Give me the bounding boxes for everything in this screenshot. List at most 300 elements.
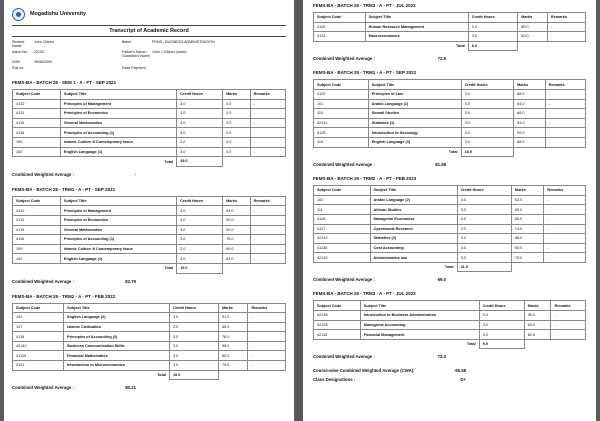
table-cell: Cost Accounting — [370, 243, 457, 253]
column-header: Subject Code — [314, 186, 371, 196]
table-cell: 76.0 — [223, 235, 251, 245]
avg-value: 69.0 — [437, 277, 446, 283]
table-header-row — [314, 13, 586, 23]
total-row — [314, 147, 586, 157]
avg-value: 80.21 — [125, 385, 136, 391]
avg-value: 82.79 — [125, 278, 136, 284]
table-cell: 4125 — [314, 128, 369, 138]
table-cell: - — [551, 311, 586, 321]
table-row — [314, 32, 586, 42]
table-cell: 4115 — [13, 225, 61, 235]
column-header: Subject Title — [360, 301, 479, 311]
table-cell: 3.0 — [177, 109, 223, 119]
table-cell: Human Resource Management — [365, 22, 468, 32]
left-sections — [12, 80, 286, 390]
total-value: 9.0 — [479, 339, 524, 349]
table-cell: 63.0 — [511, 195, 544, 205]
table-cell: 60.0 — [524, 330, 551, 340]
table-cell: 115 — [314, 137, 369, 147]
table-cell: 3.0 — [457, 234, 511, 244]
combined-weighted-average — [313, 56, 586, 61]
table-cell: 42135 — [314, 311, 361, 321]
table-cell: Managerial Accounting — [360, 320, 479, 330]
table-cell: 3.0 — [177, 206, 223, 216]
table-row — [314, 224, 586, 234]
cwa-value: 65.58 — [455, 368, 466, 374]
total-value: 19.0 — [177, 157, 223, 167]
table-cell: - — [545, 118, 585, 128]
column-header: Marks — [518, 13, 548, 23]
table-cell: - — [248, 332, 286, 342]
total-value: 19.0 — [169, 370, 218, 380]
table-cell: - — [545, 89, 585, 99]
table-cell: 3.0 — [468, 32, 518, 42]
avg-value: 73.0 — [437, 354, 446, 360]
grades-table — [12, 196, 286, 274]
table-cell: - — [544, 253, 586, 263]
table-cell: 92.0 — [223, 225, 251, 235]
table-cell: 4127 — [314, 224, 371, 234]
table-cell: Principles of Economics — [60, 215, 176, 225]
table-cell: - — [250, 215, 285, 225]
father-label: Father's Name / Guardian's Name — [122, 50, 150, 58]
table-cell: Principles of Economics — [60, 109, 176, 119]
grades-table — [313, 79, 586, 157]
table-row — [314, 128, 586, 138]
table-row — [13, 351, 286, 361]
table-cell: 3.0 — [479, 320, 524, 330]
section-title: FEMS-BA - BATCH 25 - TRM2 - A - PT - FEB 2023 — [313, 176, 417, 182]
column-header: Remarks — [248, 303, 286, 313]
table-cell: - — [545, 109, 585, 119]
table-header-row — [314, 80, 586, 90]
column-header: Credit Hours — [169, 303, 218, 313]
semester-section — [12, 187, 286, 284]
table-cell: - — [250, 235, 285, 245]
table-cell: 80.0 — [511, 214, 544, 224]
university-header — [12, 6, 286, 22]
table-cell: 42128 — [314, 320, 361, 330]
table-cell: 105 — [13, 244, 61, 254]
university-logo-icon — [12, 8, 25, 21]
table-cell: 96.0 — [524, 311, 551, 321]
table-cell: Principles of Law — [368, 89, 461, 99]
table-cell: 90.0 — [223, 215, 251, 225]
table-cell: 75.0 — [511, 253, 544, 263]
table-cell: 92.0 — [514, 128, 546, 138]
table-row — [13, 322, 286, 332]
table-cell: African Studies — [370, 205, 457, 215]
column-header: Marks — [524, 301, 551, 311]
column-header: Remarks — [544, 186, 586, 196]
total-value: 21.0 — [457, 262, 511, 272]
table-row — [314, 330, 586, 340]
table-row — [13, 99, 286, 109]
table-cell: Introduction to Microeconomics — [64, 361, 170, 371]
table-cell: - — [547, 32, 585, 42]
table-cell: 4131 — [13, 215, 61, 225]
grades-table — [313, 12, 586, 51]
avg-label: Combined Weighted Average : — [313, 277, 375, 283]
table-cell: - — [545, 137, 585, 147]
table-cell: 4118 — [13, 332, 64, 342]
table-cell: 3.0 — [457, 243, 511, 253]
table-cell: - — [248, 313, 286, 323]
table-cell: 3.0 — [457, 195, 511, 205]
column-header: Subject Title — [365, 13, 468, 23]
column-header: Subject Title — [60, 196, 176, 206]
combined-weighted-average — [313, 277, 586, 282]
table-cell: 42132 — [314, 253, 371, 263]
total-label: Total — [157, 373, 166, 378]
table-cell: 85.0 — [518, 22, 548, 32]
right-sections — [313, 3, 586, 359]
table-row — [13, 235, 286, 245]
table-cell: 3.0 — [169, 313, 218, 323]
table-row — [314, 89, 586, 99]
column-header: Subject Title — [64, 303, 170, 313]
semester-section — [313, 291, 586, 359]
table-cell: 3.0 — [169, 332, 218, 342]
table-row — [314, 243, 586, 253]
table-cell: 4132 — [13, 206, 61, 216]
table-cell: - — [250, 118, 285, 128]
table-cell: - — [544, 214, 586, 224]
table-cell: 3.0 — [177, 215, 223, 225]
table-row — [13, 254, 286, 264]
combined-weighted-average — [313, 162, 586, 167]
section-title: FEMS-BA - BATCH 25 - TRM3 - A - PT - JUL 2022 — [313, 3, 416, 8]
column-header: Remarks — [545, 80, 585, 90]
table-row — [314, 205, 586, 215]
total-value: 6.0 — [468, 41, 518, 51]
table-cell: Principles of Accounting (1) — [60, 128, 176, 138]
table-cell: 88.0 — [511, 234, 544, 244]
table-cell: 4116 — [13, 235, 61, 245]
table-cell: - — [545, 128, 585, 138]
combined-weighted-average — [12, 385, 286, 390]
table-cell: Arabic Language (2) — [370, 195, 457, 205]
table-row — [13, 332, 286, 342]
table-cell: 0.0 — [223, 99, 251, 109]
total-label: Total — [455, 44, 465, 49]
grades-table — [313, 185, 586, 272]
column-header: Remarks — [250, 90, 285, 100]
avg-value: 81.58 — [435, 162, 446, 168]
semester-section — [313, 70, 586, 167]
table-cell: Managerial Economics — [370, 214, 457, 224]
table-row — [13, 244, 286, 254]
table-cell: 60.0 — [218, 351, 247, 361]
avg-value: - — [134, 171, 136, 177]
table-cell: 4128 — [314, 214, 371, 224]
column-header: Credit Hours — [457, 186, 511, 196]
table-cell: 3.0 — [461, 89, 514, 99]
table-header-row — [13, 303, 286, 313]
column-header: Subject Title — [370, 186, 457, 196]
table-cell: - — [250, 99, 285, 109]
combined-weighted-average — [313, 354, 586, 359]
student-info — [12, 40, 286, 70]
batch-value: FEMS - BUSINESS ADMINISTRATION — [152, 40, 215, 44]
table-row — [13, 215, 286, 225]
avg-label: Combined Weighted Average : — [313, 162, 375, 168]
table-cell: 2.0 — [177, 244, 223, 254]
table-cell: - — [551, 320, 586, 330]
table-row — [314, 234, 586, 244]
table-cell: - — [544, 234, 586, 244]
grades-table — [12, 89, 286, 167]
table-cell: Administrative law — [370, 253, 457, 263]
table-cell: 3.0 — [457, 224, 511, 234]
table-cell: 102 — [13, 147, 61, 157]
table-cell: 2.0 — [177, 137, 223, 147]
semester-section — [12, 294, 286, 391]
table-cell: Arabic Language (1) — [368, 99, 461, 109]
table-cell: 3.0 — [461, 118, 514, 128]
table-cell: 83.0 — [223, 254, 251, 264]
table-cell: - — [545, 99, 585, 109]
table-cell: 91.0 — [218, 313, 247, 323]
table-row — [13, 225, 286, 235]
roll-value — [34, 66, 122, 70]
section-title: FEMS-BA - BATCH 25 - TRM3 - A - PT - JUL 2023 — [313, 291, 416, 297]
table-cell: Statistics (1) — [368, 118, 461, 128]
table-row — [13, 137, 286, 147]
admn-value: 22130 — [34, 50, 44, 54]
column-header: Marks — [223, 90, 251, 100]
column-header: Subject Code — [314, 301, 361, 311]
table-cell: - — [551, 330, 586, 340]
total-label: Total — [164, 266, 174, 271]
table-cell: - — [248, 361, 286, 371]
avg-value: 72.5 — [437, 56, 446, 62]
table-cell: Islamic Culture & Contemporary Issue — [60, 244, 176, 254]
extra-payment-value — [152, 66, 286, 70]
column-header: Marks — [218, 303, 247, 313]
table-cell: 3.0 — [468, 22, 518, 32]
table-cell: 110 — [314, 109, 369, 119]
column-header: Subject Code — [13, 196, 61, 206]
table-cell: 3.0 — [177, 254, 223, 264]
table-cell: 0.0 — [223, 147, 251, 157]
total-label: Total — [448, 150, 458, 155]
table-cell: Principles of Management — [60, 206, 176, 216]
table-cell: Financial Management — [360, 330, 479, 340]
table-cell: 98.0 — [218, 341, 247, 351]
table-cell: 42142 — [314, 234, 371, 244]
admn-label: Admn No. — [12, 50, 28, 54]
table-cell: Principles of Accounting (1) — [60, 235, 176, 245]
column-header: Credit Hours — [479, 301, 524, 311]
combined-weighted-average — [12, 279, 286, 284]
avg-label: Combined Weighted Average : — [12, 171, 74, 177]
table-cell: 107 — [13, 322, 64, 332]
table-cell: 3.0 — [461, 128, 514, 138]
table-cell: 88.0 — [514, 109, 546, 119]
column-header: Subject Code — [13, 303, 64, 313]
table-cell: 102 — [13, 254, 61, 264]
table-cell: General Mathematics — [60, 118, 176, 128]
total-label: Total — [164, 159, 174, 164]
table-cell: Statistics (2) — [370, 234, 457, 244]
table-cell: 3.0 — [177, 118, 223, 128]
table-cell: 60.0 — [223, 244, 251, 254]
column-header: Subject Code — [314, 80, 369, 90]
student-name-label: Student Name — [12, 40, 25, 48]
table-cell: - — [547, 22, 585, 32]
table-cell: - — [250, 128, 285, 138]
table-row — [13, 206, 286, 216]
table-cell: Islamic Civilization — [64, 322, 170, 332]
table-cell: 2.0 — [169, 322, 218, 332]
table-cell: 3.0 — [457, 253, 511, 263]
table-cell: 3.0 — [457, 205, 511, 215]
table-cell: 3.0 — [169, 361, 218, 371]
table-cell: 4115 — [13, 118, 61, 128]
table-cell: - — [248, 322, 286, 332]
table-cell: - — [250, 225, 285, 235]
table-cell: 4122 — [314, 89, 369, 99]
table-cell: 84.0 — [514, 99, 546, 109]
table-cell: 3.0 — [169, 341, 218, 351]
table-cell: 3.0 — [479, 330, 524, 340]
table-cell: 74.0 — [511, 224, 544, 234]
table-row — [314, 137, 586, 147]
table-cell: English Language (2) — [64, 313, 170, 323]
table-cell: Introduction to Business Administration — [360, 311, 479, 321]
table-row — [13, 313, 286, 323]
avg-label: Combined Weighted Average : — [12, 278, 74, 284]
column-header: Subject Title — [60, 90, 176, 100]
table-cell: - — [544, 224, 586, 234]
table-cell: 88.0 — [514, 137, 546, 147]
column-header: Marks — [511, 186, 544, 196]
table-cell: Financial Mathematics — [64, 351, 170, 361]
semester-section — [12, 80, 286, 177]
table-cell: 4131 — [13, 109, 61, 119]
table-header-row — [314, 186, 586, 196]
table-cell: 3.0 — [177, 147, 223, 157]
table-row — [314, 320, 586, 330]
table-cell: 94.0 — [223, 206, 251, 216]
table-header-row — [13, 196, 286, 206]
table-cell: 3.0 — [177, 128, 223, 138]
table-row — [314, 253, 586, 263]
extra-payment-label: Extra Payment — [122, 66, 146, 70]
table-cell: 4124 — [314, 32, 366, 42]
column-header: Subject Code — [13, 90, 61, 100]
table-cell: 0.0 — [223, 128, 251, 138]
total-row — [314, 41, 586, 51]
table-cell: 80.0 — [511, 205, 544, 215]
table-cell: - — [248, 351, 286, 361]
table-cell: 3.0 — [479, 311, 524, 321]
table-cell: 41138 — [314, 243, 371, 253]
table-cell: 42140 — [13, 341, 64, 351]
table-row — [13, 109, 286, 119]
table-cell: Somali Studies — [368, 109, 461, 119]
total-row — [13, 263, 286, 273]
table-cell: 111 — [314, 205, 371, 215]
total-value: 19.0 — [177, 263, 223, 273]
table-row — [13, 341, 286, 351]
table-row — [13, 361, 286, 371]
table-row — [314, 195, 586, 205]
section-title: FEMS-BA - BATCH 25 - SEM 1 - A - FT - SEP 2021 — [12, 80, 117, 85]
table-cell: 79.0 — [218, 361, 247, 371]
total-label: Total — [466, 342, 476, 347]
table-cell: 3.0 — [461, 99, 514, 109]
dob-value: 30/06/2000 — [34, 60, 52, 64]
table-cell: 3.0 — [461, 109, 514, 119]
column-header: Credit Hours — [468, 13, 518, 23]
cwa-summary — [313, 368, 586, 373]
section-title: FEMS-BA - BATCH 25 - TRM1 - A - PT - SEP 2022 — [313, 70, 417, 76]
table-cell: - — [250, 109, 285, 119]
transcript-page-2 — [303, 0, 596, 421]
table-cell: 3.0 — [457, 214, 511, 224]
university-name: Mogadishu University — [30, 11, 87, 17]
table-cell: Introduction to Sociology — [368, 128, 461, 138]
table-cell: 4126 — [314, 22, 366, 32]
table-cell: General Mathematics — [60, 225, 176, 235]
table-cell: 0.0 — [223, 109, 251, 119]
table-cell: 3.0 — [177, 235, 223, 245]
column-header: Credit Hours — [177, 196, 223, 206]
table-row — [314, 311, 586, 321]
table-cell: 0.0 — [223, 118, 251, 128]
table-cell: 60.0 — [518, 32, 548, 42]
column-header: Remarks — [250, 196, 285, 206]
table-cell: - — [250, 137, 285, 147]
table-row — [314, 99, 586, 109]
table-cell: Operational Research — [370, 224, 457, 234]
table-cell: - — [544, 243, 586, 253]
column-header: Credit Hours — [461, 80, 514, 90]
table-cell: 63.0 — [524, 320, 551, 330]
avg-label: Combined Weighted Average : — [12, 385, 74, 391]
table-row — [13, 128, 286, 138]
grades-table — [12, 303, 286, 381]
class-designation-label: Class Designations : — [313, 377, 356, 383]
transcript-page-1 — [4, 0, 294, 421]
table-cell: 60.0 — [511, 243, 544, 253]
column-header: Remarks — [547, 13, 585, 23]
table-cell: - — [250, 147, 285, 157]
table-cell: 102 — [314, 195, 371, 205]
table-row — [314, 109, 586, 119]
total-label: Total — [444, 265, 454, 270]
semester-section — [313, 3, 586, 61]
table-row — [13, 118, 286, 128]
table-row — [314, 22, 586, 32]
table-cell: - — [248, 341, 286, 351]
section-title: FEMS-BA - BATCH 25 - TRM2 - A - PT - FEB 2022 — [12, 293, 116, 299]
dob-label: DOB — [12, 60, 20, 64]
cwa-label: Course-wise Combined Weighted Average (CWA): — [313, 368, 415, 374]
column-header: Marks — [223, 196, 251, 206]
total-row — [13, 157, 286, 167]
table-cell: 3.0 — [169, 351, 218, 361]
total-value: 18.0 — [461, 147, 514, 157]
column-header: Remarks — [551, 301, 586, 311]
class-designation-value: D+ — [460, 377, 466, 383]
father-value: John J Citizen (uncle) — [152, 50, 187, 54]
table-cell: 4132 — [13, 99, 61, 109]
table-cell: 0.0 — [223, 137, 251, 147]
table-cell: 42110 — [314, 330, 361, 340]
